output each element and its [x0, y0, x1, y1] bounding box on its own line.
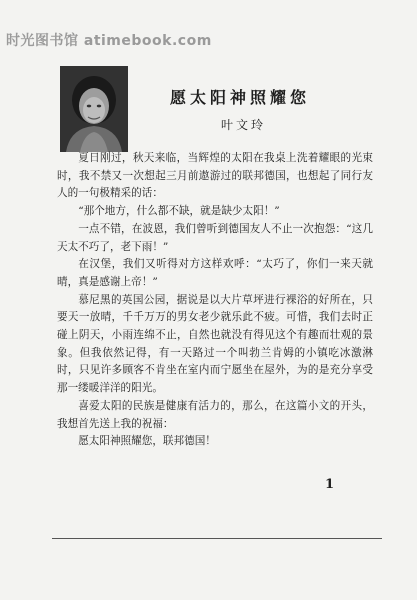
- paragraph: 慕尼黑的英国公园，据说是以大片草坪进行裸浴的好所在，只要天一放晴，千千万万的男女老少就乐此不疲。可惜，我们去时正碰上阴天，小雨连绵不止，自然也就没有得见这个有趣而壮观的景象。但我依然记得，有一天路过一个叫勃兰肯姆的小镇吃冰激淋时，只见许多顾客不肯坐在室内而宁愿坐在屋外，为的是充分享受那一缕暖洋洋的阳光。: [57, 293, 373, 395]
- author-portrait-image: [60, 66, 128, 152]
- footer-divider: [52, 538, 382, 539]
- paragraph: 一点不错，在波恩，我们曾听到德国友人不止一次抱怨：“这几天太不巧了，老下雨！”: [57, 222, 373, 253]
- article-author: 叶文玲: [221, 118, 267, 132]
- paragraph: 喜爱太阳的民族是健康有活力的，那么，在这篇小文的开头，我想首先送上我的祝福：: [57, 399, 373, 430]
- paragraph: “那个地方，什么都不缺，就是缺少太阳！”: [78, 205, 280, 218]
- article-body: [57, 150, 373, 451]
- author-photo: [60, 66, 128, 152]
- paragraph: 愿太阳神照耀您，联邦德国！: [78, 435, 216, 448]
- page-number: 1: [325, 477, 335, 492]
- article-title: 愿太阳神照耀您: [170, 88, 311, 107]
- watermark-text: 时光图书馆 atimebook.com: [6, 33, 212, 49]
- paragraph: 夏日刚过，秋天来临，当辉煌的太阳在我桌上洗着耀眼的光束时，我不禁又一次想起三月前遨游过的联邦德国，也想起了同行友人的一句极精采的话：: [57, 152, 373, 200]
- paragraph: 在汉堡，我们又听得对方这样欢呼：“太巧了，你们一来天就晴，真是感谢上帝！”: [57, 258, 373, 288]
